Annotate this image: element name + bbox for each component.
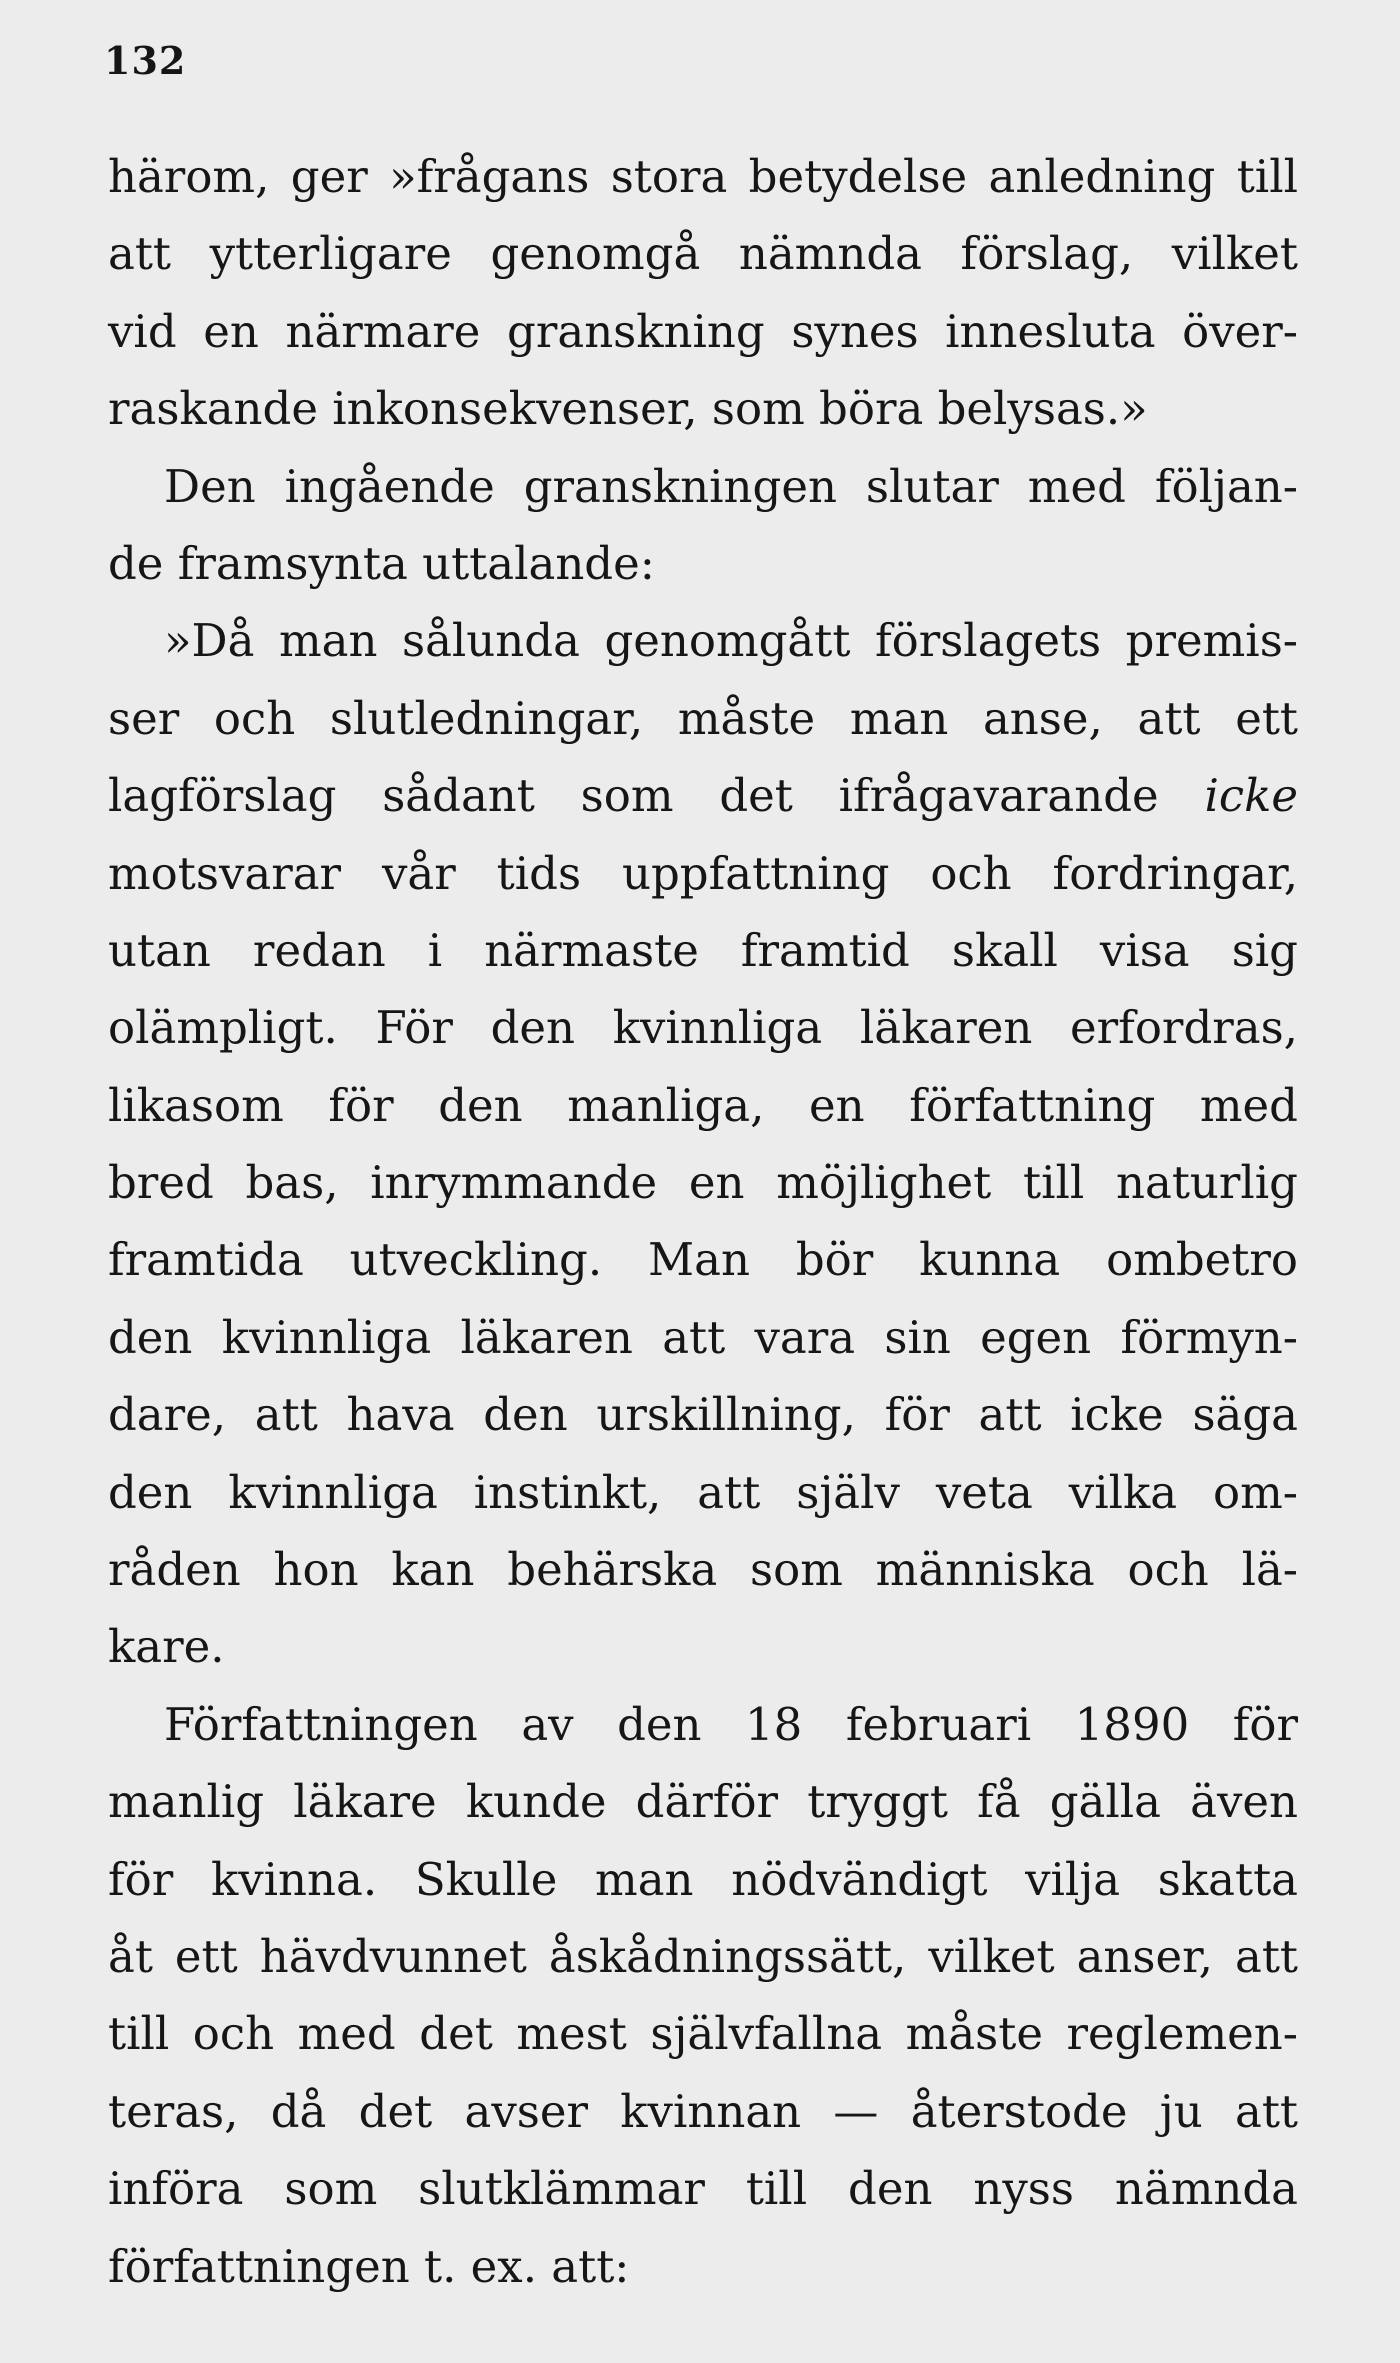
emphasized-word: icke xyxy=(1204,769,1298,823)
text-line: bred bas, inrymmande en möjlighet till naturlig xyxy=(108,1156,1298,1210)
text-line: den kvinnliga läkaren att vara sin egen förmyn- xyxy=(108,1310,1298,1364)
text-line: den kvinnliga instinkt, att själv veta vilka om- xyxy=(108,1465,1298,1519)
text-line: införa som slutklämmar till den nyss nämnda xyxy=(108,2162,1298,2216)
paragraph-first-line: Den ingående granskningen slutar med följan- xyxy=(164,459,1298,513)
page-number: 132 xyxy=(104,38,187,83)
text-line: manlig läkare kunde därför tryggt få gälla även xyxy=(108,1775,1298,1829)
text-line: teras, då det avser kvinnan — återstode ju att xyxy=(108,2084,1298,2138)
text-line: till och med det mest självfallna måste reglemen- xyxy=(108,2007,1298,2061)
text-line: framtida utveckling. Man bör kunna ombetro xyxy=(108,1233,1298,1287)
text-line: dare, att hava den urskillning, för att icke säga xyxy=(108,1388,1298,1442)
text-line: likasom för den manliga, en författning med xyxy=(108,1078,1298,1132)
text-line: raskande inkonsekvenser, som böra belysas.» xyxy=(108,382,1148,436)
quote-first-line: »Då man sålunda genomgått förslagets premis- xyxy=(164,614,1298,668)
text-line: olämpligt. För den kvinnliga läkaren erfordras, xyxy=(108,1001,1298,1055)
text-line: råden hon kan behärska som människa och lä- xyxy=(108,1543,1298,1597)
text-line: de framsynta uttalande: xyxy=(108,536,655,590)
text-line: ser och slutledningar, måste man anse, att ett xyxy=(108,691,1298,745)
text-line: härom, ger »frågans stora betydelse anledning till xyxy=(108,150,1298,203)
text-segment: lagförslag sådant som det ifrågavarande xyxy=(108,769,1205,823)
text-line: åt ett hävdvunnet åskådningssätt, vilket anser, att xyxy=(108,1929,1298,1983)
text-line: vid en närmare granskning synes innesluta över- xyxy=(108,304,1298,358)
text-line: motsvarar vår tids uppfattning och fordringar, xyxy=(108,846,1298,900)
body-text xyxy=(108,138,1298,2305)
text-line: att ytterligare genomgå nämnda förslag, vilket xyxy=(108,227,1298,281)
text-line: författningen t. ex. att: xyxy=(108,2239,630,2293)
text-line: för kvinna. Skulle man nödvändigt vilja skatta xyxy=(108,1852,1298,1906)
text-line: utan redan i närmaste framtid skall visa sig xyxy=(108,923,1298,977)
text-line: kare. xyxy=(108,1620,225,1674)
paragraph-first-line: Författningen av den 18 februari 1890 för xyxy=(164,1697,1298,1751)
text-line-with-emphasis xyxy=(108,757,1298,834)
